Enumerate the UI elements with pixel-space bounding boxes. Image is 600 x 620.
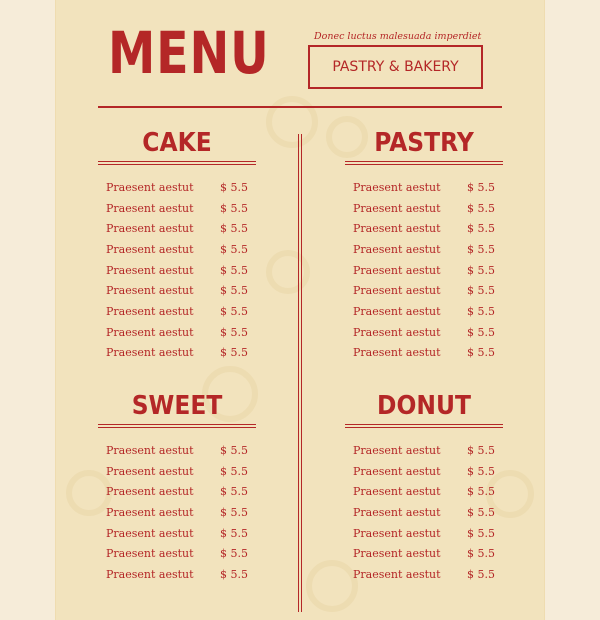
item-name: Praesent aestut	[353, 567, 441, 581]
item-name: Praesent aestut	[353, 485, 441, 499]
menu-item	[98, 322, 256, 343]
item-price: $ 5.5	[467, 263, 495, 277]
item-name: Praesent aestut	[106, 443, 194, 457]
menu-item	[98, 198, 256, 219]
menu-item	[98, 564, 256, 585]
section-title: SWEET	[131, 391, 223, 421]
item-price: $ 5.5	[220, 304, 248, 318]
cake-section	[98, 125, 256, 363]
menu-item	[98, 343, 256, 364]
menu-item	[345, 260, 503, 281]
section-title: PASTRY	[374, 128, 474, 158]
item-price: $ 5.5	[220, 242, 248, 256]
menu-item	[345, 502, 503, 523]
item-name: Praesent aestut	[106, 242, 194, 256]
item-price: $ 5.5	[220, 526, 248, 540]
menu-item	[345, 481, 503, 502]
item-list	[345, 177, 503, 363]
item-price: $ 5.5	[467, 304, 495, 318]
item-price: $ 5.5	[467, 443, 495, 457]
item-name: Praesent aestut	[353, 304, 441, 318]
item-name: Praesent aestut	[106, 485, 194, 499]
item-name: Praesent aestut	[106, 325, 194, 339]
item-price: $ 5.5	[467, 505, 495, 519]
item-price: $ 5.5	[220, 180, 248, 194]
item-price: $ 5.5	[220, 263, 248, 277]
item-name: Praesent aestut	[353, 547, 441, 561]
item-name: Praesent aestut	[106, 180, 194, 194]
section-title: CAKE	[142, 128, 212, 158]
item-price: $ 5.5	[220, 505, 248, 519]
donut-section	[345, 388, 503, 585]
menu-item	[98, 218, 256, 239]
item-name: Praesent aestut	[353, 325, 441, 339]
item-price: $ 5.5	[467, 201, 495, 215]
item-list	[98, 440, 256, 585]
menu-item	[345, 177, 503, 198]
item-name: Praesent aestut	[353, 526, 441, 540]
item-price: $ 5.5	[220, 485, 248, 499]
item-name: Praesent aestut	[353, 464, 441, 478]
item-price: $ 5.5	[467, 464, 495, 478]
menu-item	[98, 301, 256, 322]
item-name: Praesent aestut	[106, 284, 194, 298]
sweet-section	[98, 388, 256, 585]
item-price: $ 5.5	[467, 346, 495, 360]
menu-item	[98, 481, 256, 502]
item-name: Praesent aestut	[353, 263, 441, 277]
menu-item	[98, 239, 256, 260]
menu-item	[98, 280, 256, 301]
menu-item	[345, 564, 503, 585]
menu-item	[345, 198, 503, 219]
item-name: Praesent aestut	[353, 346, 441, 360]
item-name: Praesent aestut	[106, 263, 194, 277]
tagline: Donec luctus malesuada imperdiet	[314, 31, 482, 42]
section-title: DONUT	[377, 391, 471, 421]
item-name: Praesent aestut	[353, 443, 441, 457]
menu-card	[56, 0, 544, 620]
menu-item	[98, 523, 256, 544]
menu-item	[345, 343, 503, 364]
item-list	[98, 177, 256, 363]
menu-item	[98, 260, 256, 281]
menu-item	[345, 440, 503, 461]
item-price: $ 5.5	[220, 346, 248, 360]
menu-item	[345, 322, 503, 343]
item-name: Praesent aestut	[106, 201, 194, 215]
donut-decoration	[266, 250, 310, 294]
menu-item	[345, 523, 503, 544]
item-name: Praesent aestut	[106, 222, 194, 236]
item-price: $ 5.5	[220, 201, 248, 215]
item-price: $ 5.5	[220, 567, 248, 581]
menu-item	[345, 218, 503, 239]
item-price: $ 5.5	[467, 567, 495, 581]
item-price: $ 5.5	[467, 284, 495, 298]
item-price: $ 5.5	[467, 325, 495, 339]
donut-decoration	[266, 96, 318, 148]
column-divider	[298, 134, 302, 612]
menu-item	[345, 543, 503, 564]
item-price: $ 5.5	[467, 180, 495, 194]
menu-item	[345, 239, 503, 260]
item-name: Praesent aestut	[106, 567, 194, 581]
item-price: $ 5.5	[467, 547, 495, 561]
item-name: Praesent aestut	[106, 464, 194, 478]
item-price: $ 5.5	[220, 222, 248, 236]
item-name: Praesent aestut	[106, 304, 194, 318]
item-name: Praesent aestut	[106, 346, 194, 360]
item-name: Praesent aestut	[353, 201, 441, 215]
menu-item	[345, 301, 503, 322]
item-name: Praesent aestut	[106, 547, 194, 561]
section-rule	[98, 424, 256, 428]
menu-item	[345, 280, 503, 301]
header-rule	[98, 106, 502, 108]
item-name: Praesent aestut	[106, 505, 194, 519]
item-price: $ 5.5	[467, 242, 495, 256]
section-rule	[98, 161, 256, 165]
item-price: $ 5.5	[220, 547, 248, 561]
menu-item	[98, 440, 256, 461]
menu-item	[98, 461, 256, 482]
item-name: Praesent aestut	[353, 180, 441, 194]
item-price: $ 5.5	[220, 443, 248, 457]
item-price: $ 5.5	[220, 284, 248, 298]
section-rule	[345, 161, 503, 165]
pastry-section	[345, 125, 503, 363]
menu-item	[98, 502, 256, 523]
item-name: Praesent aestut	[353, 284, 441, 298]
item-list	[345, 440, 503, 585]
item-name: Praesent aestut	[353, 222, 441, 236]
item-price: $ 5.5	[467, 526, 495, 540]
item-price: $ 5.5	[467, 222, 495, 236]
item-price: $ 5.5	[220, 464, 248, 478]
item-price: $ 5.5	[220, 325, 248, 339]
item-name: Praesent aestut	[353, 242, 441, 256]
menu-item	[345, 461, 503, 482]
item-price: $ 5.5	[467, 485, 495, 499]
menu-item	[98, 543, 256, 564]
section-rule	[345, 424, 503, 428]
item-name: Praesent aestut	[353, 505, 441, 519]
menu-title: MENU	[108, 19, 270, 87]
menu-item	[98, 177, 256, 198]
pastry-bakery-badge: PASTRY & BAKERY	[308, 45, 483, 89]
item-name: Praesent aestut	[106, 526, 194, 540]
